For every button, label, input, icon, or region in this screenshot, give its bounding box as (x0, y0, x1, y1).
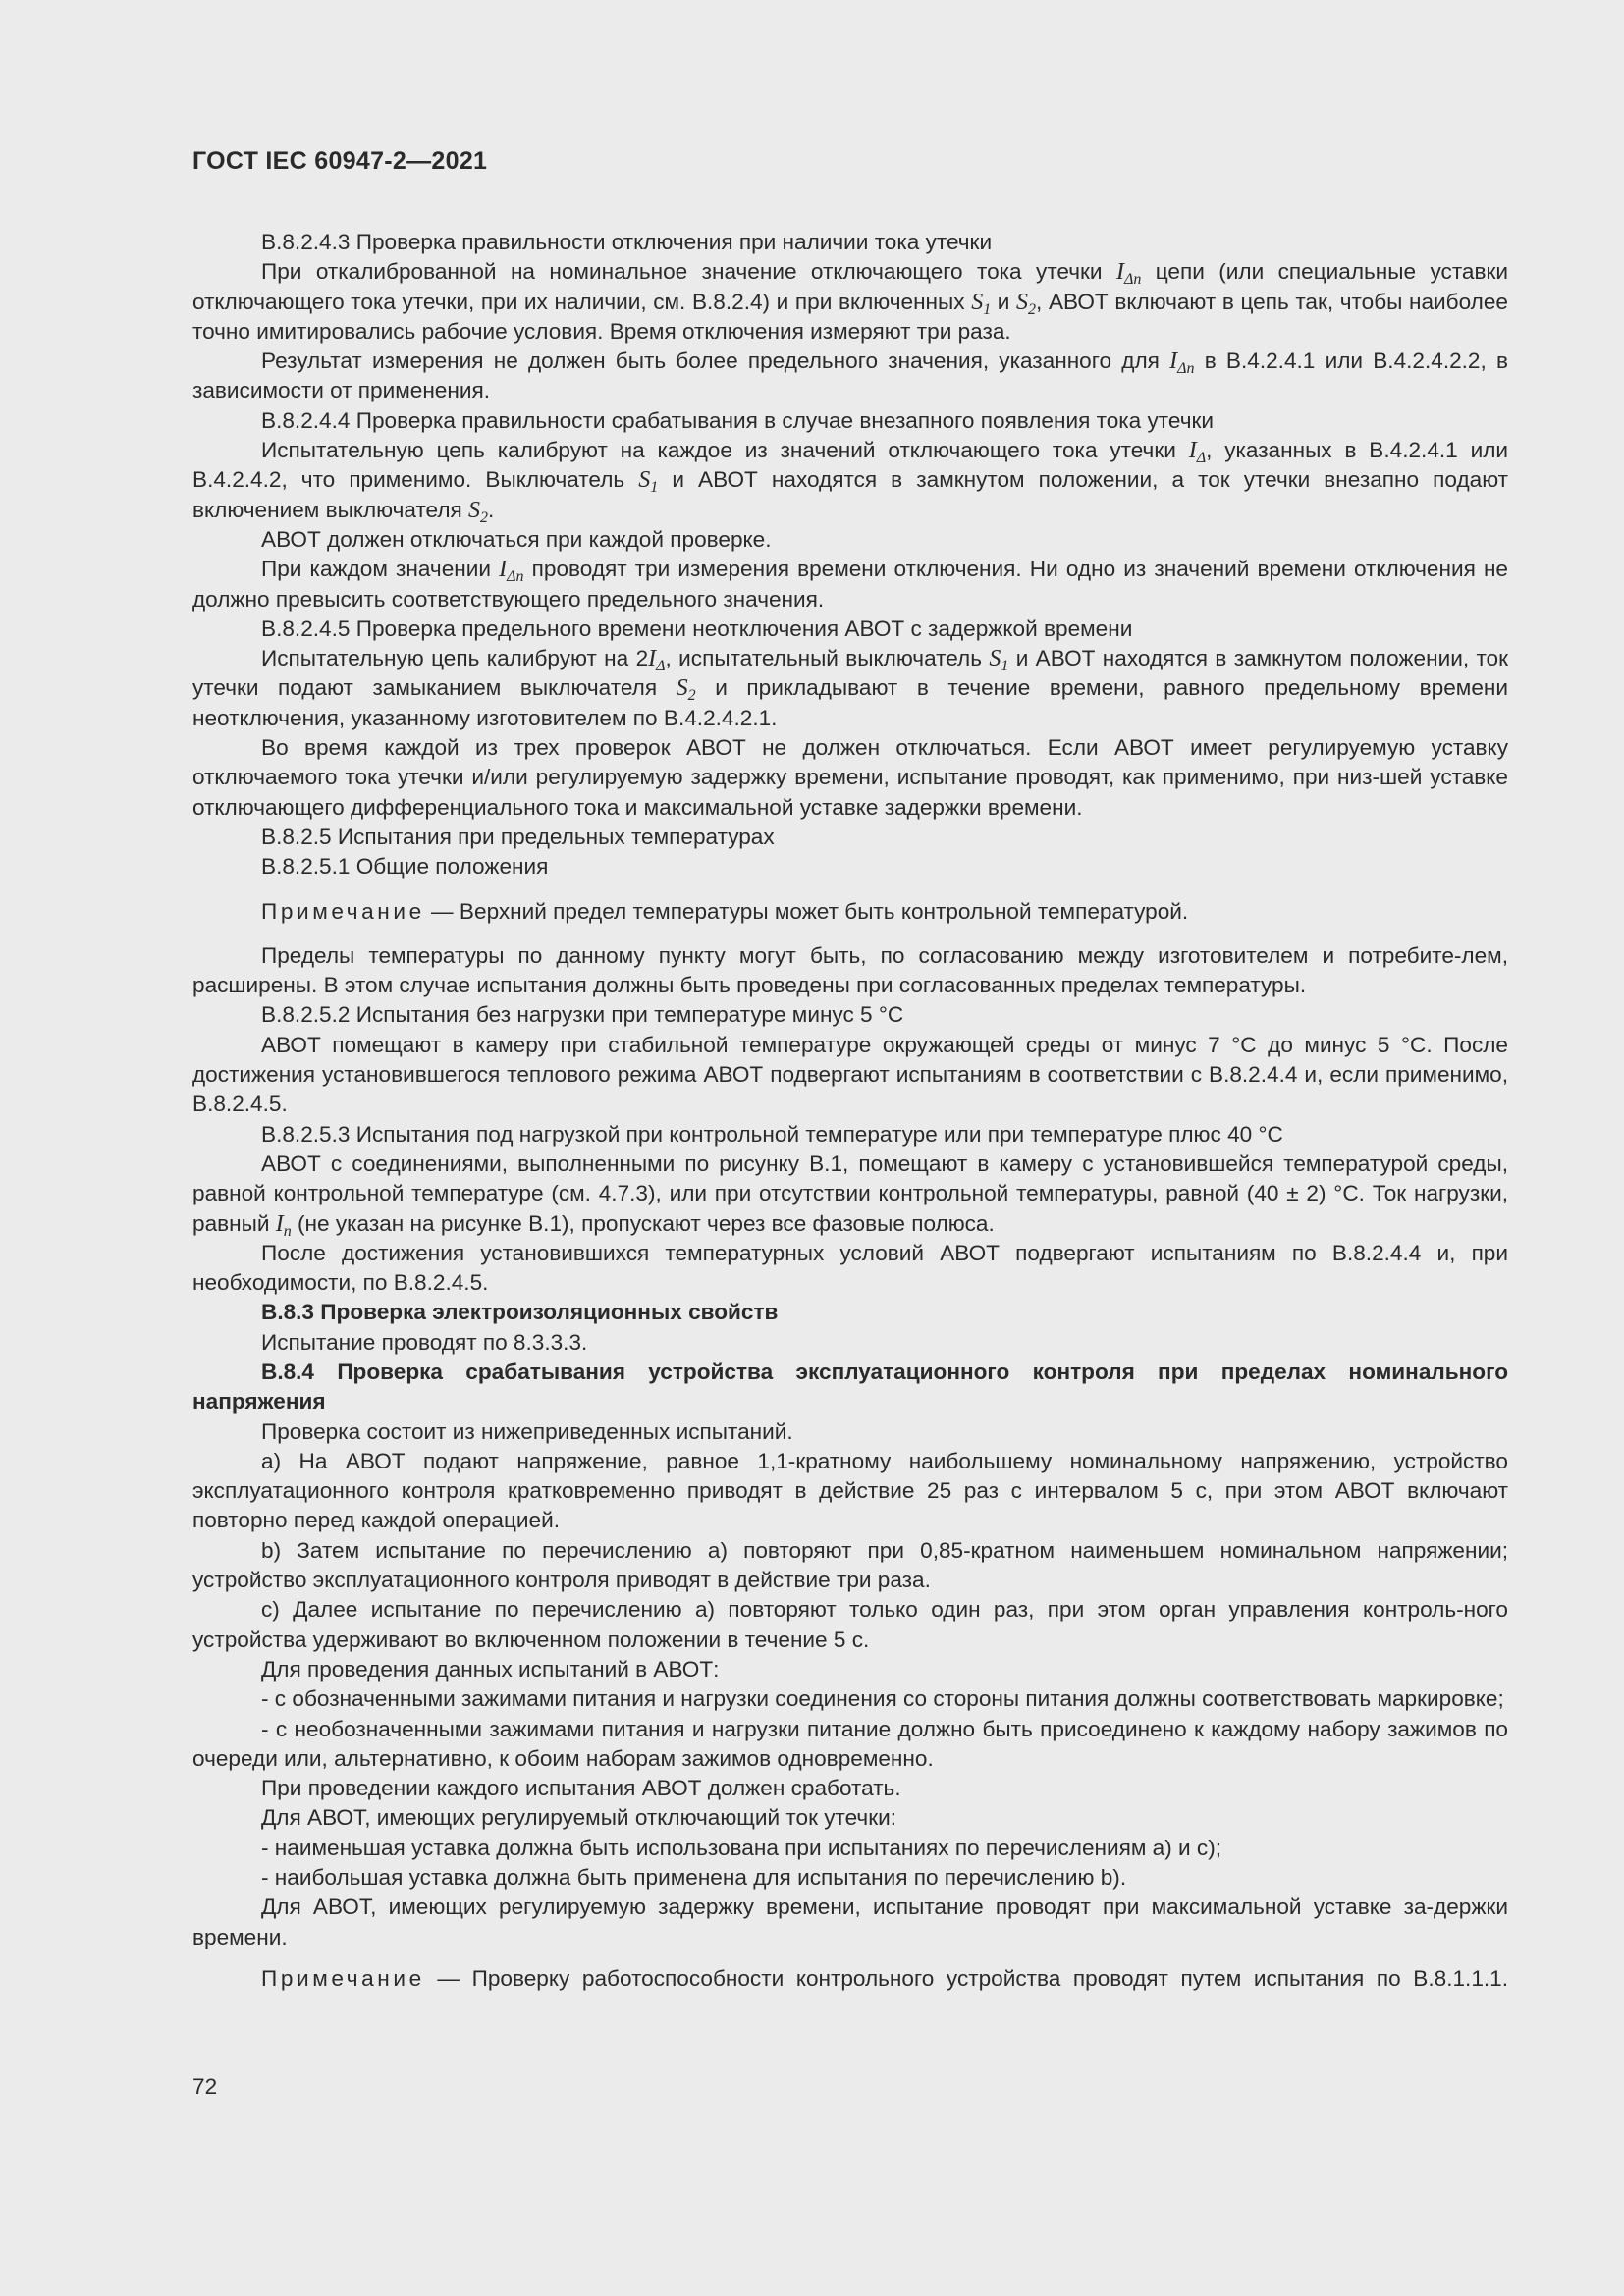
document-header: ГОСТ IEC 60947-2—2021 (192, 147, 488, 175)
paragraph: Испытательную цепь калибруют на $2I_\Delta$, испытательный выключатель $S_1$ и АВОТ находятся в замкнутом положении, ток утечки подают замыканием выключателя $S_2$ и прикладывают в течение времени, равного предельному времени неотключения, указанному изготовителем по В.4.2.4.2.1. (192, 646, 1508, 730)
clause-b8252-title: В.8.2.5.2 Испытания без нагрузки при температуре минус 5 °C (261, 1002, 904, 1028)
paragraph: При каждом значении $I_{\Delta n}$ проводят три измерения времени отключения. Ни одно из значений времени отключения не должно превысить соответствующего предельного значения. (192, 557, 1508, 612)
clause-b8251-title: В.8.2.5.1 Общие положения (261, 854, 549, 880)
clause-b8244-title: В.8.2.4.4 Проверка правильности срабатывания в случае внезапного появления тока утечки (261, 407, 1214, 433)
symbol-s1: $S_1$ (989, 646, 1009, 675)
list-item-c: c) Далее испытание по перечислению a) повторяют только один раз, при этом орган управления контроль-ного устройства удерживают во включенном положении в течение 5 с. (192, 1597, 1508, 1652)
symbol-i-n: $I_n$ (275, 1210, 292, 1240)
paragraph: Результат измерения не должен быть более предельного значения, указанного для $I_{\Delta n}$ в В.4.2.4.1 или В.4.2.4.2.2, в зависимости от применения. (192, 348, 1508, 403)
symbol-s2: $S_2$ (676, 675, 696, 705)
symbol-i-delta-n: $I_{\Delta n}$ (499, 557, 524, 586)
section-b84-title: В.8.4 Проверка срабатывания устройства эксплуатационного контроля при пределах номинального напряжения (192, 1359, 1508, 1415)
dash-item: - с обозначенными зажимами питания и нагрузки соединения со стороны питания должны соответствовать маркировке; (261, 1686, 1504, 1712)
symbol-i-delta-n: $I_{\Delta n}$ (1115, 259, 1142, 289)
paragraph: При проведении каждого испытания АВОТ должен сработать. (261, 1776, 901, 1801)
paragraph: АВОТ помещают в камеру при стабильной температуре окружающей среды от минус 7 °C до минус 5 °C. После достижения установившегося теплового режима АВОТ подвергают испытаниям в соответствии с В.8.2.4.4 и, если применимо, В.8.2.4.5. (192, 1032, 1508, 1117)
paragraph: После достижения установившихся температурных условий АВОТ подвергают испытаниям по В.8.2.4.4 и, при необходимости, по В.8.2.4.5. (192, 1240, 1508, 1296)
paragraph: Пределы температуры по данному пункту могут быть, по согласованию между изготовителем и потребите-лем, расширены. В этом случае испытания должны быть проведены при согласованных пределах температуры. (192, 942, 1508, 998)
symbol-s1: $S_1$ (971, 289, 992, 318)
symbol-s2: $S_2$ (468, 497, 489, 526)
note-label: Примечание (261, 1965, 425, 1991)
paragraph: Испытание проводят по 8.3.3.3. (261, 1329, 588, 1355)
clause-b825-title: В.8.2.5 Испытания при предельных температурах (261, 824, 775, 849)
list-item-a: a) На АВОТ подают напряжение, равное 1,1-кратному наибольшему номинальному напряжению, устройство эксплуатационного контроля кратковременно приводят в действие 25 раз с интервалом 5 с, при этом АВОТ включают повторно перед каждой операцией. (192, 1448, 1508, 1533)
document-body (192, 228, 1508, 1994)
paragraph: Для АВОТ, имеющих регулируемую задержку времени, испытание проводят при максимальной уставке за-держки времени. (192, 1895, 1508, 1949)
paragraph: Испытательную цепь калибруют на каждое из значений отключающего тока утечки $I_\Delta$, указанных в В.4.2.4.1 или В.4.2.4.2, что применимо. Выключатель $S_1$ и АВОТ находятся в замкнутом положении, а ток утечки внезапно подают включением выключателя $S_2$. (192, 438, 1509, 526)
symbol-i-delta: $I_\Delta$ (648, 646, 666, 675)
symbol-s2: $S_2$ (1016, 289, 1037, 318)
dash-item: - наименьшая уставка должна быть использована при испытаниях по перечислениям a) и c); (261, 1835, 1222, 1860)
symbol-s1: $S_1$ (638, 467, 659, 497)
dash-item: - наибольшая уставка должна быть применена для испытания по перечислению b). (261, 1865, 1127, 1891)
paragraph: Во время каждой из трех проверок АВОТ не должен отключаться. Если АВОТ имеет регулируемую уставку отключаемого тока утечки и/или регулируемую задержку времени, испытание проводят, как применимо, при низ-шей уставке отключающего дифференциального тока и максимальной уставке задержки времени. (192, 735, 1508, 820)
note-2: Примечание — Проверку работоспособности контрольного устройства проводят путем испытания по В.8.1.1.1. (261, 1965, 1508, 1991)
clause-b8243-title: В.8.2.4.3 Проверка правильности отключения при наличии тока утечки (261, 230, 993, 254)
note-1: Примечание — Верхний предел температуры может быть контрольной температурой. (261, 898, 1189, 924)
paragraph: При откалиброванной на номинальное значение отключающего тока утечки $I_{\Delta n}$ цепи (или специальные уставки отключающего тока утечки, при их наличии, см. В.8.2.4) и при включенных $S_1$ и $S_2$, АВОТ включают в цепь так, чтобы наиболее точно имитировались рабочие условия. Время отключения измеряют три раза. (192, 259, 1508, 344)
page-number: 72 (192, 2074, 218, 2099)
section-b83-title: В.8.3 Проверка электроизоляционных свойств (261, 1300, 779, 1325)
list-item-b: b) Затем испытание по перечислению a) повторяют при 0,85-кратном наименьшем номинальном напряжении; устройство эксплуатационного контроля приводят в действие три раза. (192, 1537, 1508, 1593)
symbol-i-delta: $I_\Delta$ (1188, 438, 1207, 467)
clause-b8245-title: В.8.2.4.5 Проверка предельного времени неотключения АВОТ с задержкой времени (261, 615, 1133, 641)
paragraph: АВОТ с соединениями, выполненными по рисунку В.1, помещают в камеру с установившейся температурой среды, равной контрольной температуре (см. 4.7.3), или при отсутствии контрольной температуры, равной (40 ± 2) °C. Ток нагрузки, равный $I_n$ (не указан на рисунке В.1), пропускают через все фазовые полюса. (192, 1150, 1508, 1240)
symbol-i-delta-n: $I_{\Delta n}$ (1169, 348, 1195, 378)
paragraph: Для АВОТ, имеющих регулируемый отключающий ток утечки: (261, 1805, 896, 1831)
paragraph: АВОТ должен отключаться при каждой проверке. (261, 526, 772, 552)
clause-b8253-title: В.8.2.5.3 Испытания под нагрузкой при контрольной температуре или при температуре плюс 40 °C (261, 1121, 1283, 1147)
paragraph: Для проведения данных испытаний в АВОТ: (261, 1656, 720, 1682)
note-label: Примечание (261, 898, 425, 924)
paragraph: Проверка состоит из нижеприведенных испытаний. (261, 1418, 793, 1444)
dash-item: - с необозначенными зажимами питания и нагрузки питание должно быть присоединено к каждому набору зажимов по очереди или, альтернативно, к обоим наборам зажимов одновременно. (192, 1716, 1508, 1771)
